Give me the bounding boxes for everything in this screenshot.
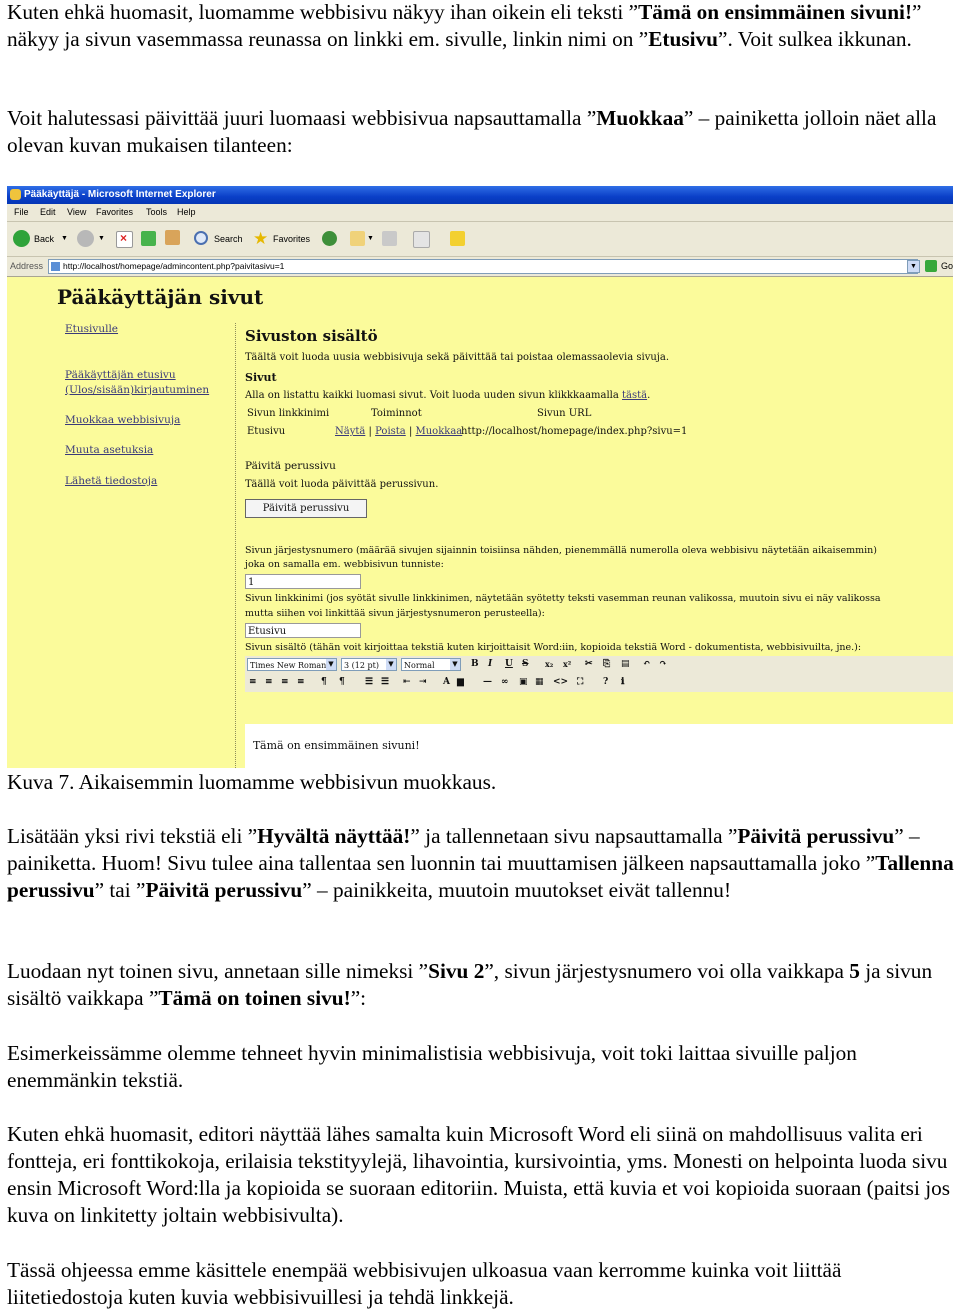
underline-icon[interactable]: U (505, 659, 513, 669)
intro-paragraph-1 (7, 0, 955, 53)
actions-separator-2: | (408, 426, 413, 437)
stop-icon[interactable]: × (116, 231, 133, 248)
text-run: Tallenna perussivu (7, 851, 954, 902)
image-icon[interactable]: ▣ (519, 677, 528, 687)
source-code-icon[interactable]: <> (553, 677, 569, 687)
align-justify-icon[interactable]: ≡ (297, 677, 305, 687)
home-icon[interactable] (165, 230, 180, 245)
favorites-star-icon[interactable]: ★ (253, 229, 269, 248)
go-button[interactable]: Go (941, 261, 953, 271)
editor-content: Tämä on ensimmäinen sivuni! (253, 739, 420, 752)
align-center-icon[interactable]: ≡ (265, 677, 273, 687)
pages-label: Sivut (245, 371, 277, 384)
column-header-actions: Toiminnot (371, 408, 422, 419)
chevron-down-icon: ▼ (326, 659, 336, 670)
menu-bar (7, 204, 953, 222)
redo-icon[interactable]: ↷ (659, 659, 667, 669)
section-heading: Sivuston sisältö (245, 327, 378, 345)
media-icon[interactable] (322, 231, 337, 246)
text-run: ”, sivun järjestysnumero voi olla vaikkapa (484, 959, 850, 983)
edit-link[interactable]: Muokkaa (415, 426, 463, 437)
column-header-link-name: Sivun linkkinimi (247, 408, 330, 419)
bold-icon[interactable]: B (471, 659, 479, 669)
order-number-input[interactable]: 1 (245, 574, 361, 589)
body-paragraph-4 (7, 958, 955, 1012)
linkname-label-2: mutta siihen voi linkittää sivun järjestysnumeron perusteella): (245, 608, 545, 619)
favorites-button[interactable]: Favorites (273, 234, 311, 244)
back-arrow-icon[interactable] (13, 230, 30, 247)
order-label-2: joka on samalla em. webbisivun tunniste: (245, 559, 444, 570)
row-url: http://localhost/homepage/index.php?sivu=1 (461, 426, 688, 437)
search-button[interactable]: Search (214, 234, 243, 244)
menu-view[interactable]: View (67, 207, 87, 217)
messenger-icon[interactable] (450, 231, 465, 246)
back-button[interactable]: Back (34, 234, 55, 244)
horizontal-rule-icon[interactable]: — (483, 677, 492, 687)
linkname-label-1: Sivun linkkinimi (jos syötät sivulle linkkinimen, näytetään syötetty teksti vasemman reunan valikossa, muutoin sivu ei näy valikossa (245, 593, 881, 604)
web-page-content (7, 277, 953, 768)
delete-link[interactable]: Poista (375, 426, 406, 437)
editor-toolbar-2 (245, 674, 953, 692)
forward-arrow-icon[interactable] (77, 230, 94, 247)
row-actions (335, 426, 462, 437)
menu-file[interactable]: File (14, 207, 29, 217)
intro-paragraph-2 (7, 105, 955, 159)
paste-icon[interactable]: ▤ (621, 659, 630, 669)
mail-icon[interactable] (350, 231, 365, 246)
text-run: ” ja tallennetaan sivu napsauttamalla ” (410, 824, 738, 848)
menu-tools[interactable]: Tools (146, 207, 168, 217)
text-run: ” tai ” (94, 878, 146, 902)
font-select-value: Times New Roman (250, 661, 327, 670)
sidebar (17, 323, 236, 768)
view-link[interactable]: Näytä (335, 426, 366, 437)
link-name-input[interactable]: Etusivu (245, 623, 361, 638)
screenshot-figure (7, 186, 953, 768)
chevron-down-icon: ▼ (386, 659, 396, 670)
nav-link-etusivulle[interactable]: Etusivulle (65, 323, 119, 335)
ltr-icon[interactable]: ¶ (321, 677, 327, 687)
refresh-icon[interactable] (141, 231, 156, 246)
address-dropdown-icon[interactable]: ▼ (907, 260, 920, 273)
strikethrough-icon[interactable]: S (522, 659, 529, 669)
column-header-url: Sivun URL (537, 408, 592, 419)
nav-link-upload[interactable]: Lähetä tiedostoja (65, 475, 158, 487)
go-arrow-icon[interactable] (925, 260, 937, 272)
window-title: Pääkäyttäjä - Microsoft Internet Explorer (24, 189, 216, 200)
undo-icon[interactable]: ↶ (643, 659, 651, 669)
body-paragraph-6: Kuten ehkä huomasit, editori näyttää lähes samalta kuin Microsoft Word eli siinä on mahdollisuus valita eri fontteja, eri fonttikokoja, erilaisia tekstityylejä, lihavointia, kursivointia, yms. Monesti on helpointa luoda sivu ensin Microsoft Word:lla ja kopioida se suoraan editoriin. Muista, että kuvia et voi kopioida suoraan (paitsi jos kuva on linkitetty joltain webbisivulta). (7, 1122, 951, 1227)
print-icon[interactable] (382, 231, 397, 246)
editor-toolbar-1 (245, 656, 953, 674)
subscript-icon[interactable]: x₂ (545, 659, 554, 669)
menu-edit[interactable]: Edit (40, 207, 56, 217)
address-bar (7, 257, 953, 277)
text-run: Päivitä perussivu (145, 878, 303, 902)
nav-link-settings[interactable]: Muuta asetuksia (65, 444, 154, 456)
text-run: ” – painiketta. Huom! Sivu tulee aina tallentaa sen luonnin tai muuttamisen jälkeen napsauttamalla joko ” (7, 824, 920, 875)
text-run: Muokkaa (596, 106, 684, 130)
edit-icon[interactable] (413, 231, 430, 248)
table-icon[interactable]: ▦ (535, 677, 544, 687)
style-select-value: Normal (404, 661, 435, 670)
rtl-icon[interactable]: ¶ (339, 677, 345, 687)
text-color-icon[interactable]: A (443, 677, 450, 687)
text-run: Kuten ehkä huomasit, luomamme webbisivu näkyy ihan oikein eli teksti ” (7, 0, 639, 24)
address-url: http://localhost/homepage/admincontent.php?paivitasivu=1 (63, 261, 285, 271)
row-link-name: Etusivu (247, 426, 286, 437)
text-run: Luodaan nyt toinen sivu, annetaan sille nimeksi ” (7, 959, 429, 983)
align-right-icon[interactable]: ≡ (281, 677, 289, 687)
text-run: Tämä on toinen sivu! (158, 986, 351, 1010)
italic-icon[interactable]: I (488, 659, 493, 669)
page-icon (51, 262, 60, 271)
text-run: ja sivun sisältö vaikkapa ” (7, 959, 933, 1010)
window-titlebar (7, 186, 953, 204)
info-icon[interactable]: ℹ (621, 677, 625, 687)
align-left-icon[interactable]: ≡ (249, 677, 257, 687)
text-run: ”: (350, 986, 367, 1010)
indent-icon[interactable]: ⇥ (419, 677, 427, 687)
pages-text (245, 390, 650, 401)
size-select-value: 3 (12 pt) (344, 661, 379, 670)
copy-icon[interactable]: ⎘ (603, 659, 611, 669)
ie-logo-icon (10, 189, 21, 200)
cut-icon[interactable]: ✂ (585, 659, 593, 669)
text-run: ” näkyy ja sivun vasemmassa reunassa on linkki em. sivulle, linkin nimi on ” (7, 0, 922, 51)
text-run: Etusivu (648, 27, 719, 51)
text-run: ”. Voit sulkea ikkunan. (718, 27, 912, 51)
text-run: Hyvältä näyttää! (257, 824, 411, 848)
menu-help[interactable]: Help (177, 207, 196, 217)
order-label-1: Sivun järjestysnumero (määrää sivujen sijainnin toisiinsa nähden, pienemmällä numerolla oleva webbisivu näytetään aikaisemmin) (245, 545, 877, 556)
text-run: Sivu 2 (428, 959, 485, 983)
style-select[interactable] (401, 658, 461, 671)
superscript-icon[interactable]: x² (563, 659, 572, 669)
body-paragraph-7: Tässä ohjeessa emme käsittele enempää webbisivujen ulkoasua vaan kerromme kuinka voit liittää liitetiedostoja kuten kuvia webbisivuillesi ja tehdä linkkejä. (7, 1258, 842, 1309)
forward-dropdown-icon[interactable]: ▼ (98, 235, 105, 242)
text-run: ” – painikkeita, muutoin muutokset eivät tallennu! (302, 878, 732, 902)
text-run: ” – painiketta jolloin näet alla olevan kuvan mukaisen tilanteen: (7, 106, 937, 157)
update-page-button[interactable]: Päivitä perussivu (245, 499, 367, 518)
update-text: Täällä voit luoda päivittää perussivun. (245, 479, 439, 490)
nav-link-login[interactable]: (Ulos/sisään)kirjautuminen (65, 384, 210, 396)
text-run: Voit halutessasi päivittää juuri luomaasi webbisivua napsauttamalla ” (7, 106, 597, 130)
menu-favorites[interactable]: Favorites (96, 207, 134, 217)
address-input[interactable] (48, 259, 918, 274)
size-select[interactable] (341, 658, 397, 671)
unordered-list-icon[interactable]: ☰ (381, 677, 390, 687)
pages-text-end: . (647, 390, 651, 401)
pages-text-body: Alla on listattu kaikki luomasi sivut. Voit luoda uuden sivun klikkkaamalla (245, 390, 623, 401)
help-icon[interactable]: ? (603, 677, 609, 687)
outdent-icon[interactable]: ⇤ (403, 677, 411, 687)
rich-text-editor[interactable] (245, 724, 953, 768)
chevron-down-icon: ▼ (450, 659, 460, 670)
nav-link-edit-pages[interactable]: Muokkaa webbisivuja (65, 414, 181, 426)
background-color-icon[interactable]: ▆ (457, 677, 464, 687)
mail-dropdown-icon[interactable]: ▼ (367, 235, 374, 242)
search-icon[interactable] (194, 231, 208, 245)
main-panel (245, 323, 953, 768)
nav-link-admin-home[interactable]: Pääkäyttäjän etusivu (65, 369, 176, 381)
fullscreen-icon[interactable]: ⛶ (577, 677, 584, 687)
create-page-link[interactable]: tästä (622, 390, 648, 401)
font-select[interactable] (247, 658, 337, 671)
section-intro: Täältä voit luoda uusia webbisivuja sekä päivittää tai poistaa olemassaolevia sivuja. (245, 352, 670, 363)
figure-caption: Kuva 7. Aikaisemmin luomamme webbisivun muokkaus. (7, 770, 497, 794)
browser-toolbar (7, 222, 953, 257)
text-run: Päivitä perussivu (737, 824, 895, 848)
site-title: Pääkäyttäjän sivut (57, 285, 264, 309)
link-icon[interactable]: ∞ (501, 677, 509, 687)
content-label: Sivun sisältö (tähän voit kirjoittaa tekstiä kuten kirjoittaisit Word:iin, kopioida tekstiä Word - dokumentista, webbisivuilta, jne.): (245, 642, 862, 653)
actions-separator: | (368, 426, 372, 437)
update-heading: Päivitä perussivu (245, 460, 336, 472)
back-dropdown-icon[interactable]: ▼ (61, 235, 68, 242)
address-label: Address (10, 261, 44, 271)
body-paragraph-5: Esimerkeissämme olemme tehneet hyvin minimalistisia webbisivuja, voit toki laittaa sivuille paljon enemmänkin tekstiä. (7, 1041, 857, 1092)
text-run: Lisätään yksi rivi tekstiä eli ” (7, 824, 258, 848)
body-paragraph-3 (7, 823, 955, 904)
text-run: 5 (849, 959, 860, 983)
ordered-list-icon[interactable]: ☰ (365, 677, 374, 687)
text-run: Tämä on ensimmäinen sivuni! (638, 0, 913, 24)
